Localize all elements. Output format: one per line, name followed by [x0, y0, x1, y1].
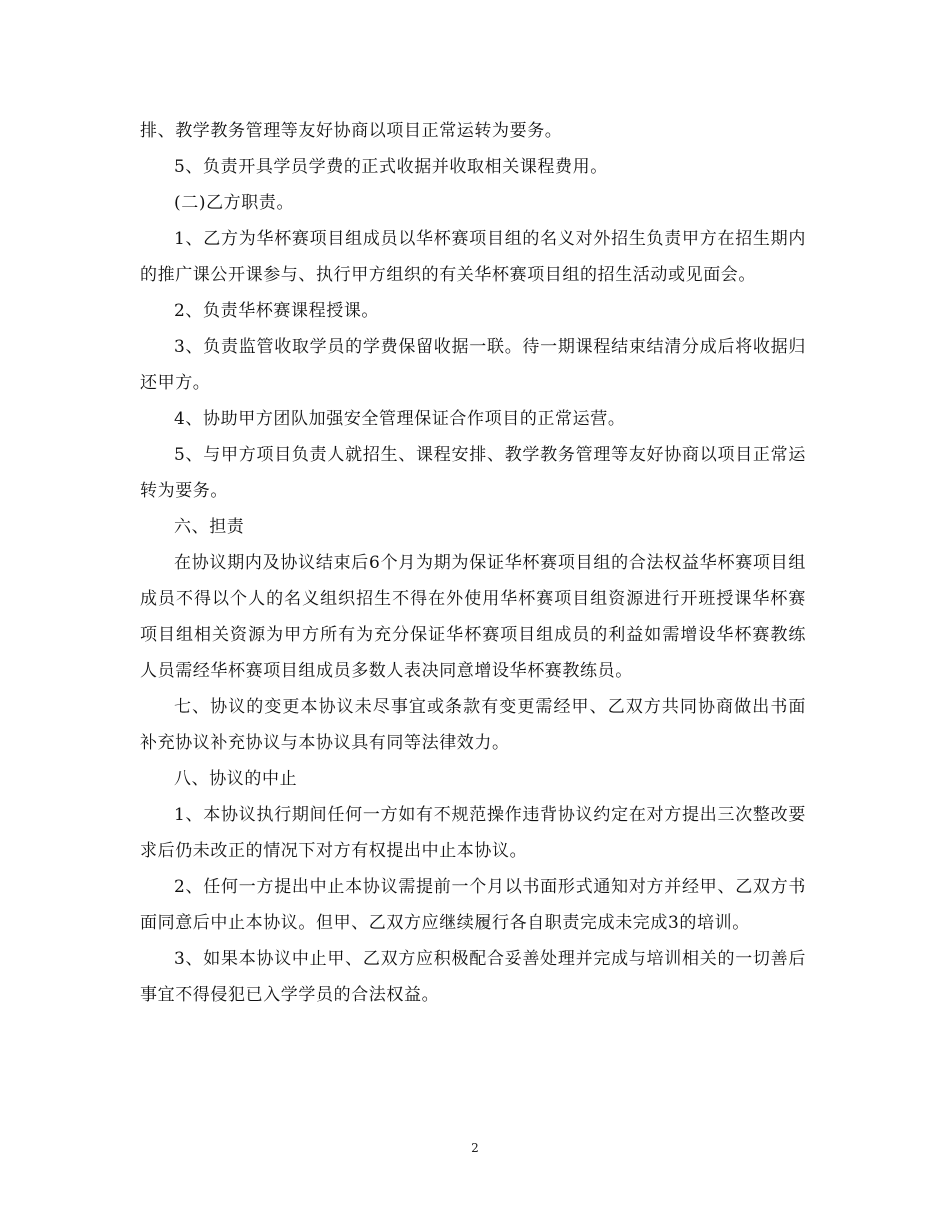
paragraph-item-4-safety: 4、协助甲方团队加强安全管理保证合作项目的正常运营。 [174, 409, 626, 429]
paragraph-item-5-coordination: 5、与甲方项目负责人就招生、课程安排、教学教务管理等友好协商以项目正常运转为要务。 [140, 445, 806, 501]
page-number: 2 [471, 1141, 479, 1155]
document-body [140, 113, 806, 1013]
paragraph-agreement-changes: 七、协议的变更本协议未尽事宜或条款有变更需经甲、乙双方共同协商做出书面补充协议补充协议与本协议具有同等法律效力。 [140, 697, 806, 753]
section-heading-termination: 八、协议的中止 [174, 769, 298, 789]
paragraph-item-2-teaching: 2、负责华杯赛课程授课。 [174, 301, 380, 321]
section-heading-party-b-duties: (二)乙方职责。 [174, 193, 295, 213]
paragraph-item-5-receipts: 5、负责开具学员学费的正式收据并收取相关课程费用。 [174, 157, 608, 177]
paragraph-item-1-recruiting: 1、乙方为华杯赛项目组成员以华杯赛项目组的名义对外招生负责甲方在招生期内的推广课公开课参与、执行甲方组织的有关华杯赛项目组的招生活动或见面会。 [140, 229, 806, 285]
paragraph-item-3-fee-supervision: 3、负责监管收取学员的学费保留收据一联。待一期课程结束结清分成后将收据归还甲方。 [140, 337, 806, 393]
paragraph-termination-2: 2、任何一方提出中止本协议需提前一个月以书面形式通知对方并经甲、乙双方书面同意后中止本协议。但甲、乙双方应继续履行各自职责完成未完成3的培训。 [140, 877, 806, 933]
paragraph-continuation: 排、教学教务管理等友好协商以项目正常运转为要务。 [140, 121, 563, 141]
paragraph-liability: 在协议期内及协议结束后6个月为期为保证华杯赛项目组的合法权益华杯赛项目组成员不得以个人的名义组织招生不得在外使用华杯赛项目组资源进行开班授课华杯赛项目组相关资源为甲方所有为充分保证华杯赛项目组成员的利益如需增设华杯赛教练人员需经华杯赛项目组成员多数人表决同意增设华杯赛教练员。 [140, 553, 806, 681]
paragraph-termination-3: 3、如果本协议中止甲、乙双方应积极配合妥善处理并完成与培训相关的一切善后事宜不得侵犯已入学学员的合法权益。 [140, 949, 806, 1005]
paragraph-termination-1: 1、本协议执行期间任何一方如有不规范操作违背协议约定在对方提出三次整改要求后仍未改正的情况下对方有权提出中止本协议。 [140, 805, 806, 861]
section-heading-liability: 六、担责 [174, 517, 245, 537]
